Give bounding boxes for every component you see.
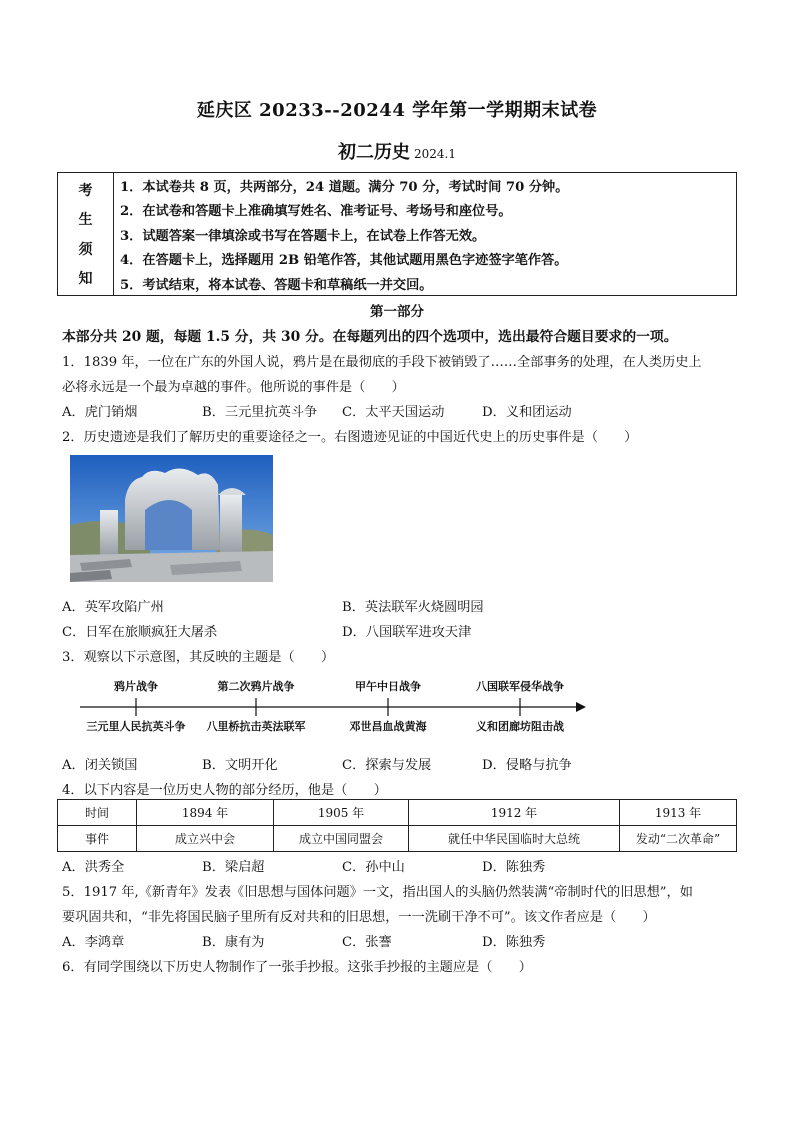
table-cell: 1905 年 (274, 800, 409, 826)
q5-option-c: C．张謇 (342, 935, 392, 950)
table-cell: 事件 (58, 826, 137, 852)
notice-item: 3．试题答案一律填涂或书写在答题卡上，在试卷上作答无效。 (120, 228, 486, 244)
q1-option-c: C．太平天国运动 (342, 405, 445, 420)
q3-option-b: B．文明开化 (202, 758, 278, 773)
subject-label: 初二历史 (338, 142, 410, 163)
history-timeline (62, 672, 592, 742)
q4-events-table (57, 799, 737, 852)
q1-option-d: D．义和团运动 (482, 405, 572, 420)
table-cell: 成立兴中会 (137, 826, 274, 852)
q4-stem: 4．以下内容是一位历史人物的部分经历，他是（ ） (62, 783, 387, 798)
q1-stem-line2: 必将永远是一个最为卓越的事件。他所说的事件是（ ） (62, 380, 405, 395)
table-cell: 1912 年 (409, 800, 620, 826)
yuanmingyuan-ruins-photo (70, 455, 273, 582)
timeline-resistance-label: 义和团廊坊阻击战 (476, 720, 564, 733)
part-one-description: 本部分共 20 题，每题 1.5 分，共 30 分。在每题列出的四个选项中，选出最符合题目要求的一项。 (62, 329, 678, 345)
q2-stem: 2．历史遗迹是我们了解历史的重要途径之一。右图遗迹见证的中国近代史上的历史事件是（ ） (62, 430, 638, 445)
timeline-war-label: 八国联军侵华战争 (476, 680, 564, 693)
q6-stem: 6．有同学围绕以下历史人物制作了一张手抄报。这张手抄报的主题应是（ ） (62, 960, 532, 975)
q2-option-b: B．英法联军火烧圆明园 (342, 600, 484, 615)
table-cell: 发动“二次革命” (620, 826, 737, 852)
notice-item: 4．在答题卡上，选择题用 2B 铅笔作答，其他试题用黑色字迹签字笔作答。 (120, 253, 568, 269)
q2-option-d: D．八国联军进攻天津 (342, 625, 472, 640)
table-cell: 时间 (58, 800, 137, 826)
q5-option-b: B．康有为 (202, 935, 265, 950)
candidate-notice-box (57, 172, 737, 296)
notice-item: 5．考试结束，将本试卷、答题卡和草稿纸一并交回。 (120, 277, 433, 293)
q5-option-a: A．李鸿章 (62, 935, 125, 950)
table-cell: 1913 年 (620, 800, 737, 826)
timeline-war-label: 第二次鸦片战争 (217, 680, 295, 693)
notice-side-char: 知 (78, 271, 93, 288)
exam-date: 2024.1 (414, 147, 456, 161)
q3-option-a: A．闭关锁国 (62, 758, 138, 773)
q1-stem-line1: 1．1839 年，一位在广东的外国人说，鸦片是在最彻底的手段下被销毁了……全部事务的处理，在人类历史上 (62, 355, 702, 370)
notice-side-label (58, 173, 114, 295)
q3-stem: 3．观察以下示意图，其反映的主题是（ ） (62, 650, 335, 665)
exam-subtitle (0, 138, 794, 164)
q4-option-b: B．梁启超 (202, 860, 265, 875)
notice-side-char: 考 (78, 182, 93, 199)
timeline-war-label: 甲午中日战争 (355, 680, 421, 693)
table-cell: 1894 年 (137, 800, 274, 826)
q3-option-c: C．探索与发展 (342, 758, 432, 773)
notice-items (114, 173, 736, 295)
notice-side-char: 须 (78, 241, 93, 258)
timeline-resistance-label: 八里桥抗击英法联军 (206, 720, 306, 733)
timeline-war-label: 鸦片战争 (114, 680, 158, 693)
notice-item: 1．本试卷共 8 页，共两部分，24 道题。满分 70 分，考试时间 70 分钟。 (120, 180, 569, 195)
q5-option-d: D．陈独秀 (482, 935, 546, 950)
q4-option-c: C．孙中山 (342, 860, 405, 875)
table-row (58, 826, 737, 852)
notice-side-char: 生 (78, 212, 93, 229)
notice-item: 2．在试卷和答题卡上准确填写姓名、准考证号、考场号和座位号。 (120, 204, 512, 220)
ruins-image (70, 455, 273, 582)
q4-option-a: A．洪秀全 (62, 860, 125, 875)
timeline-resistance-label: 三元里人民抗英斗争 (86, 720, 186, 733)
q2-option-c: C．日军在旅顺疯狂大屠杀 (62, 625, 218, 640)
timeline-resistance-label: 邓世昌血战黄海 (349, 720, 427, 733)
q3-option-d: D．侵略与抗争 (482, 758, 572, 773)
q1-option-b: B．三元里抗英斗争 (202, 405, 318, 420)
part-one-title: 第一部分 (370, 304, 424, 320)
q4-option-d: D．陈独秀 (482, 860, 546, 875)
q5-stem-line2: 要巩固共和，“非先将国民脑子里所有反对共和的旧思想，一一洗刷干净不可”。该文作者应是（ ） (62, 910, 656, 925)
table-cell: 就任中华民国临时大总统 (409, 826, 620, 852)
q5-stem-line1: 5．1917 年,《新青年》发表《旧思想与国体问题》一文，指出国人的头脑仍然装满“帝制时代的旧思想”，如 (62, 885, 693, 900)
table-row (58, 800, 737, 826)
q2-option-a: A．英军攻陷广州 (62, 600, 164, 615)
table-cell: 成立中国同盟会 (274, 826, 409, 852)
q1-option-a: A．虎门销烟 (62, 405, 138, 420)
exam-title: 延庆区 20233--20244 学年第一学期期末试卷 (196, 100, 598, 121)
